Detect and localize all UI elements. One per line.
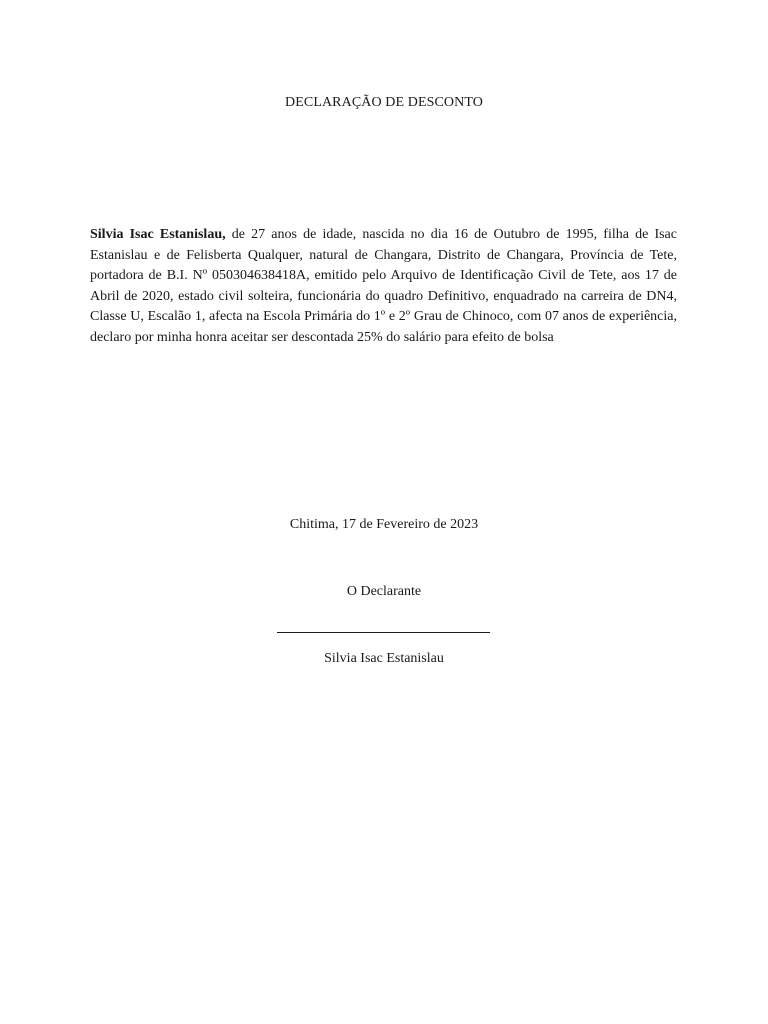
document-title: DECLARAÇÃO DE DESCONTO — [285, 95, 483, 110]
signature-line — [277, 632, 490, 633]
place-and-date: Chitima, 17 de Fevereiro de 2023 — [289, 517, 479, 532]
declarant-name: Silvia Isac Estanislau, — [90, 227, 226, 242]
declaration-paragraph — [90, 225, 677, 349]
declaration-text: de 27 anos de idade, nascida no dia 16 de Outubro de 1995, filha de Isac Estanislau e de Felisberta Qualquer, natural de Changara, Distrito de Changara, Província de Tete, portadora de B.I. Nº 050304638418A, emitido pelo Arquivo de Identificação Civil de Tete, aos 17 de Abril de 2020, estado civil solteira, funcionária do quadro Definitivo, enquadrado na carreira de DN4, Classe U, Escalão 1, afecta na Escola Primária do 1º e 2º Grau de Chinoco, com 07 anos de experiência, declaro por minha honra aceitar ser descontada 25% do salário para efeito de bolsa — [90, 227, 677, 345]
signature-name: Silvia Isac Estanislau — [324, 651, 444, 666]
declarant-label: O Declarante — [346, 584, 422, 599]
